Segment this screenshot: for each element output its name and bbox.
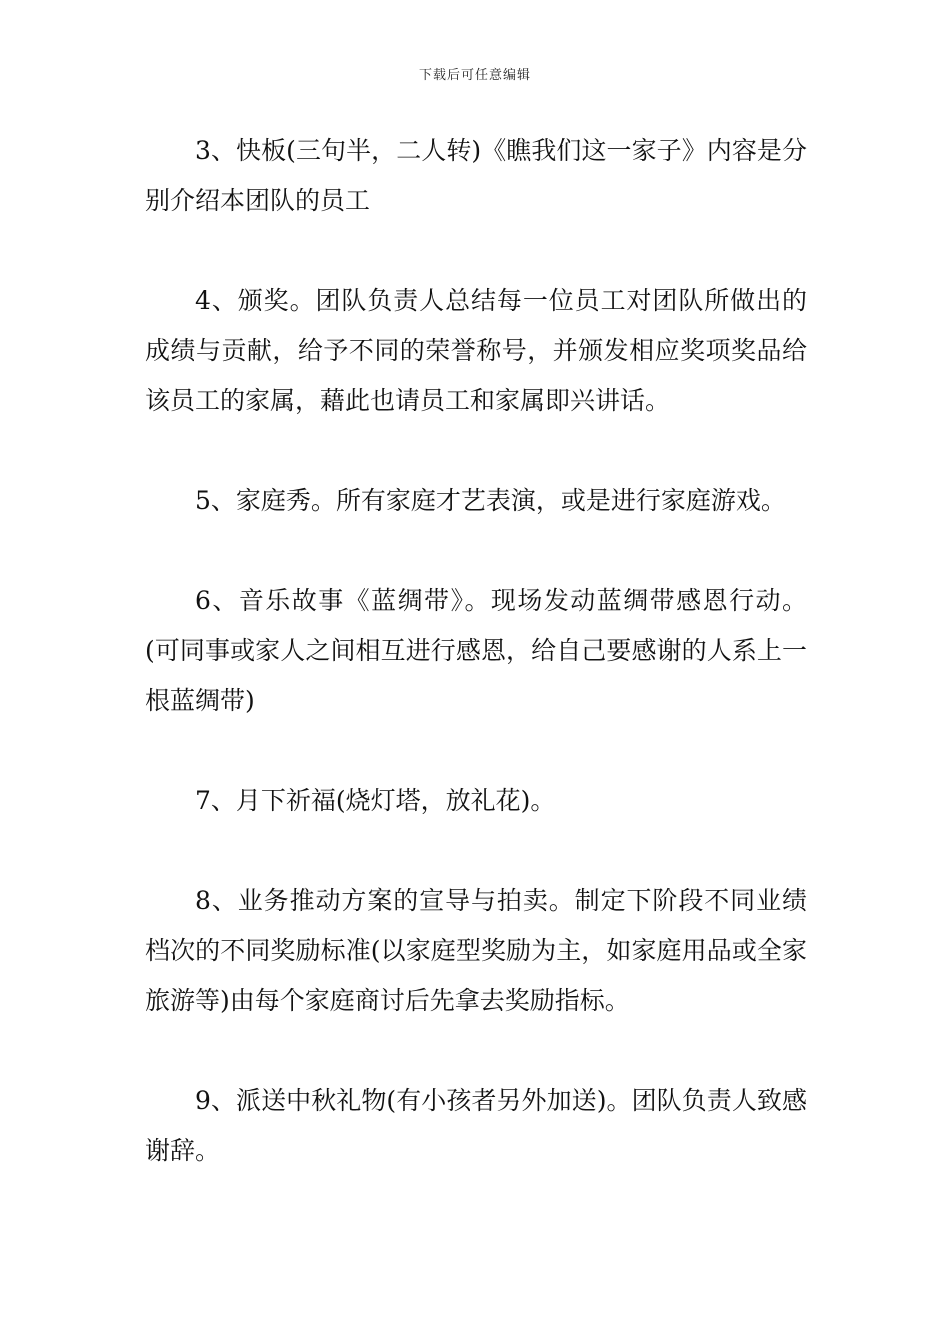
paragraph-item-7: 7、月下祈福(烧灯塔，放礼花)。 [195, 786, 556, 815]
paragraph-item-5: 5、家庭秀。所有家庭才艺表演，或是进行家庭游戏。 [195, 486, 786, 515]
paragraph-item-8: 8、业务推动方案的宣导与拍卖。制定下阶段不同业绩档次的不同奖励标准(以家庭型奖励为主，如家庭用品或全家旅游等)由每个家庭商讨后先拿去奖励指标。 [145, 886, 807, 1015]
paragraph-item-6: 6、音乐故事《蓝绸带》。现场发动蓝绸带感恩行动。(可同事或家人之间相互进行感恩，给自己要感谢的人系上一根蓝绸带) [145, 586, 807, 715]
paragraph-item-9: 9、派送中秋礼物(有小孩者另外加送)。团队负责人致感谢辞。 [145, 1086, 807, 1165]
paragraph-item-4: 4、颁奖。团队负责人总结每一位员工对团队所做出的成绩与贡献，给予不同的荣誉称号，并颁发相应奖项奖品给该员工的家属，藉此也请员工和家属即兴讲话。 [145, 286, 807, 415]
document-body [145, 126, 807, 1226]
paragraph-item-3: 3、快板(三句半，二人转)《瞧我们这一家子》内容是分别介绍本团队的员工 [145, 136, 807, 215]
page-header: 下载后可任意编辑 [418, 68, 531, 83]
